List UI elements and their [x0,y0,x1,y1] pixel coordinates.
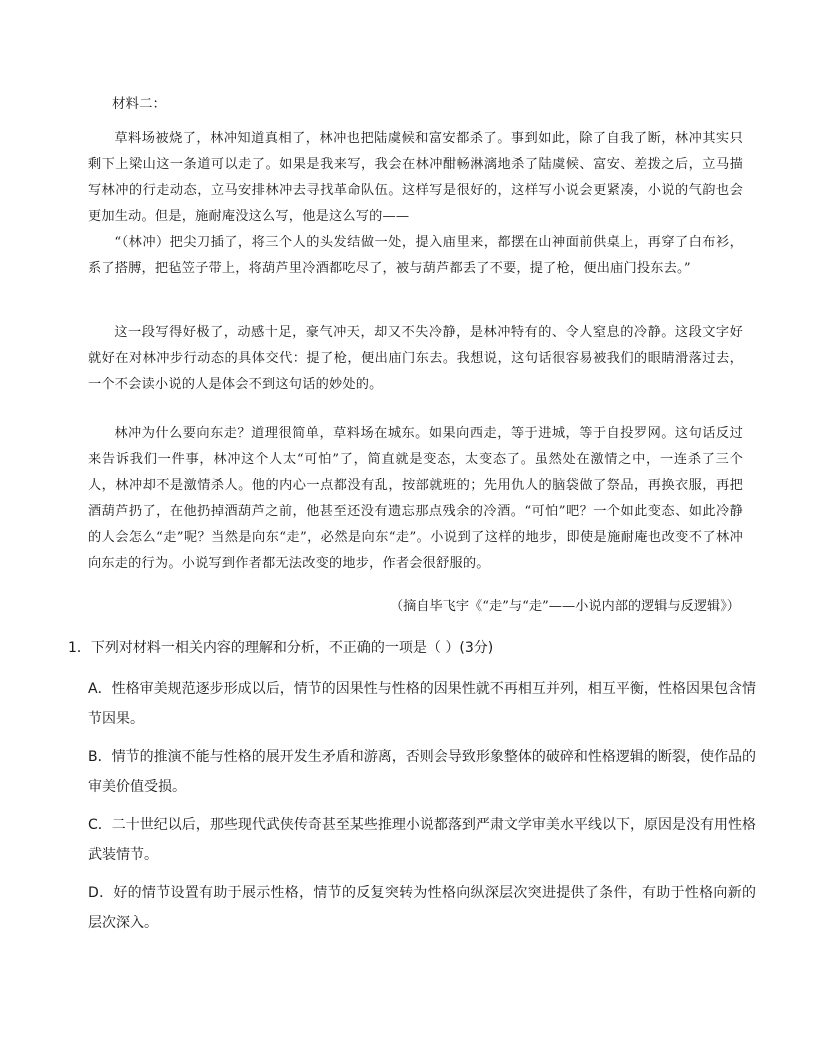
question-option-a [88,674,756,734]
material-paragraph [88,421,743,577]
material-paragraph [88,230,743,282]
question-option-b [88,742,756,802]
material-heading: 材料二： [112,96,166,112]
paragraph-text: 这一段写得好极了，动感十足，豪气冲天，却又不失冷静，是林冲特有的、令人窒息的冷静。这段文字好就好在对林冲步行动态的具体交代：提了枪，便出庙门东去。我想说，这句话很容易被我们的眼睛滑落过去，一个不会读小说的人是体会不到这句话的妙处的。 [88,325,743,392]
question-option-d [88,878,756,938]
option-text: C．二十世纪以后，那些现代武侠传奇甚至某些推理小说都落到严肃文学审美水平线以下，原因是没有用性格武装情节。 [88,817,756,863]
paragraph-text: 草料场被烧了，林冲知道真相了，林冲也把陆虞候和富安都杀了。事到如此，除了自我了断，林冲其实只剩下上梁山这一条道可以走了。如果是我来写，我会在林冲酣畅淋漓地杀了陆虞候、富安、差拨之后，立马描写林冲的行走动态，立马安排林冲去寻找革命队伍。这样写是很好的，这样写小说会更紧凑，小说的气韵也会更加生动。但是，施耐庵没这么写，他是这么写的—— [88,131,743,224]
question-title: 1．下列对材料一相关内容的理解和分析，不正确的一项是（ ）(3分) [68,640,494,656]
paragraph-text: “（林冲）把尖刀插了，将三个人的头发结做一处，提入庙里来，都摆在山神面前供桌上，再穿了白布衫，系了搭膊，把毡笠子带上，将葫芦里冷酒都吃尽了，被与葫芦都丢了不要，提了枪，便出庙门投东去。” [88,235,743,276]
material-source: （摘自毕飞宇《“走”与“走”——小说内部的逻辑与反逻辑》） [389,599,740,614]
question-option-c [88,810,756,870]
material-paragraph [88,126,743,230]
material-paragraph [88,320,743,398]
option-text: D．好的情节设置有助于展示性格，情节的反复突转为性格向纵深层次突进提供了条件，有助于性格向新的层次深入。 [88,885,756,931]
option-text: B．情节的推演不能与性格的展开发生矛盾和游离，否则会导致形象整体的破碎和性格逻辑的断裂，使作品的审美价值受损。 [88,749,756,795]
paragraph-text: 林冲为什么要向东走？道理很简单，草料场在城东。如果向西走，等于进城，等于自投罗网。这句话反过来告诉我们一件事，林冲这个人太“可怕”了，简直就是变态，太变态了。虽然处在激情之中，一连杀了三个人，林冲却不是激情杀人。他的内心一点都没有乱，按部就班的；先用仇人的脑袋做了祭品，再换衣服，再把酒葫芦扔了，在他扔掉酒葫芦之前，他甚至还没有遗忘那点残余的冷酒。“可怕”吧？一个如此变态、如此冷静的人会怎么“走”呢？当然是向东“走”，必然是向东“走”。小说到了这样的地步，即使是施耐庵也改变不了林冲向东走的行为。小说写到作者都无法改变的地步，作者会很舒服的。 [88,426,743,571]
option-text: A．性格审美规范逐步形成以后，情节的因果性与性格的因果性就不再相互并列，相互平衡，性格因果包含情节因果。 [88,681,756,727]
